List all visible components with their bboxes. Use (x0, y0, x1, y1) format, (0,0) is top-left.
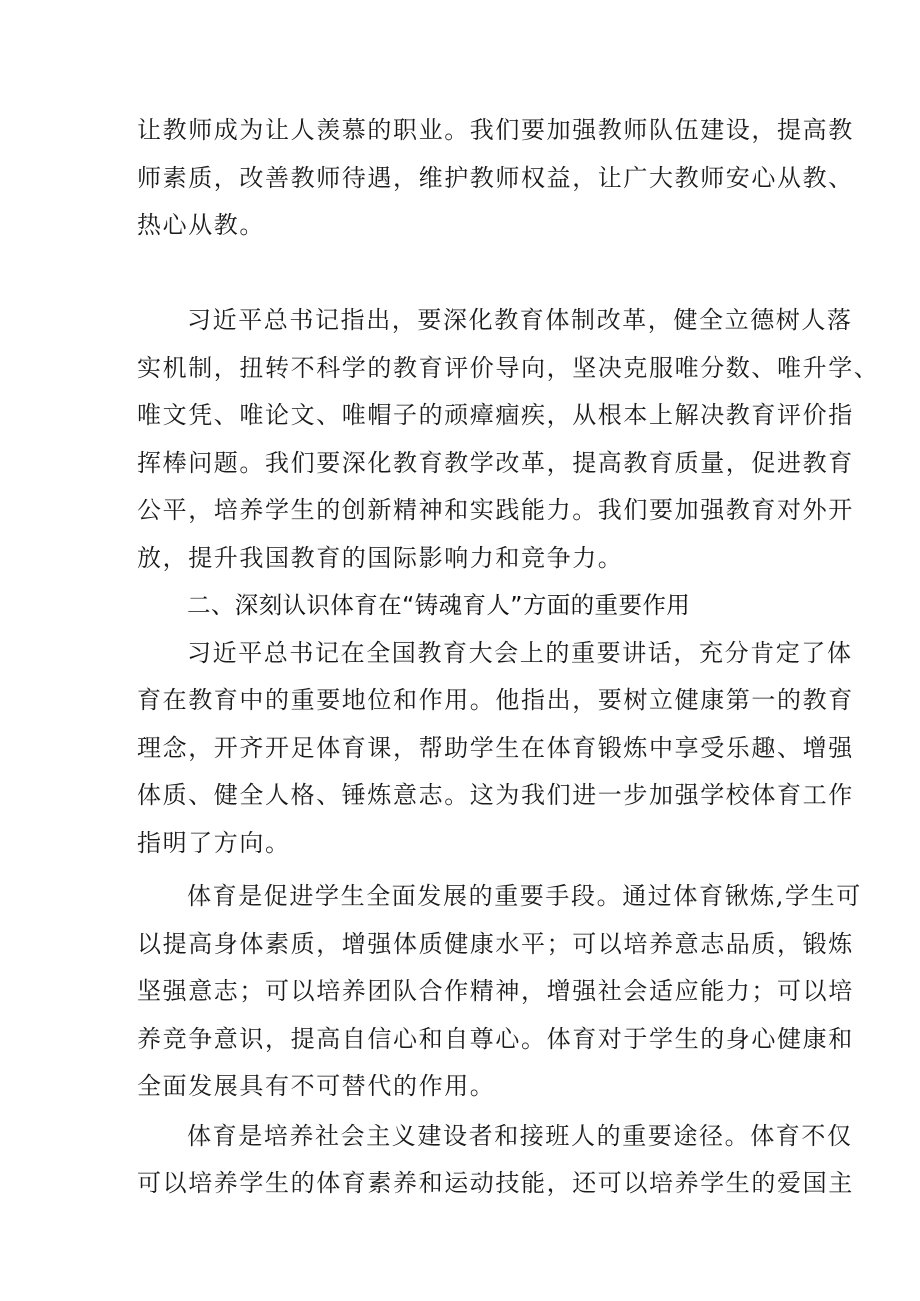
text-line: 实机制，扭转不科学的教育评价导向，坚决克服唯分数、唯升学、 (137, 353, 880, 382)
text-line: 热心从教。 (137, 211, 265, 239)
text-line: 以提高身体素质，增强体质健康水平；可以培养意志品质，锻炼 (137, 929, 854, 958)
text-line: 全面发展具有不可替代的作用。 (137, 1072, 496, 1100)
text-line: 养竞争意识，提高自信心和自尊心。体育对于学生的身心健康和 (137, 1024, 854, 1053)
text-line: 习近平总书记在全国教育大会上的重要讲话，充分肯定了体 (187, 638, 853, 667)
paragraph-5 (137, 1113, 854, 1208)
text-line: 体育是促进学生全面发展的重要手段。通过体育锹炼,学生可 (187, 882, 862, 910)
text-line: 习近平总书记指出，要深化教育体制改革，健全立德树人落 (187, 306, 853, 334)
text-line: 唯文凭、唯论文、唯帽子的顽瘴痼疾，从根本上解决教育评价指 (137, 401, 854, 429)
paragraph-4 (137, 873, 862, 1111)
section-heading: 二、深刻认识体育在“铸魂育人”方面的重要作用 (187, 591, 691, 619)
paragraph-spacer (137, 250, 797, 298)
text-line: 可以培养学生的体育素养和运动技能，还可以培养学生的爱国主 (137, 1169, 854, 1197)
text-line: 育在教育中的重要地位和作用。他指出，要树立健康第一的教育 (137, 686, 854, 714)
text-line: 让教师成为让人羡慕的职业。我们要加强教师队伍建设，提高教 (137, 116, 854, 144)
text-line: 体育是培养社会主义建设者和接班人的重要途径。体育不仅 (187, 1121, 853, 1150)
paragraph-3 (137, 630, 854, 868)
paragraph-2 (137, 297, 880, 582)
text-line: 公平，培养学生的创新精神和实践能力。我们要加强教育对外开 (137, 496, 854, 524)
text-line: 挥棒问题。我们要深化教育教学改革，提高教育质量，促进教育 (137, 448, 854, 477)
text-line: 理念，开齐开足体育课，帮助学生在体育锻炼中享受乐趣、增强 (137, 733, 854, 762)
text-line: 坚强意志；可以培养团队合作精神，增强社会适应能力；可以培 (137, 977, 854, 1005)
text-line: 放，提升我国教育的国际影响力和竞争力。 (137, 543, 624, 572)
document-body (137, 107, 880, 1208)
text-line: 师素质，改善教师待遇，维护教师权益，让广大教师安心从教、 (137, 163, 854, 192)
paragraph-1 (137, 107, 854, 250)
text-line: 指明了方向。 (137, 828, 291, 857)
text-line: 体质、健全人格、锤炼意志。这为我们进一步加强学校体育工作 (137, 781, 854, 809)
